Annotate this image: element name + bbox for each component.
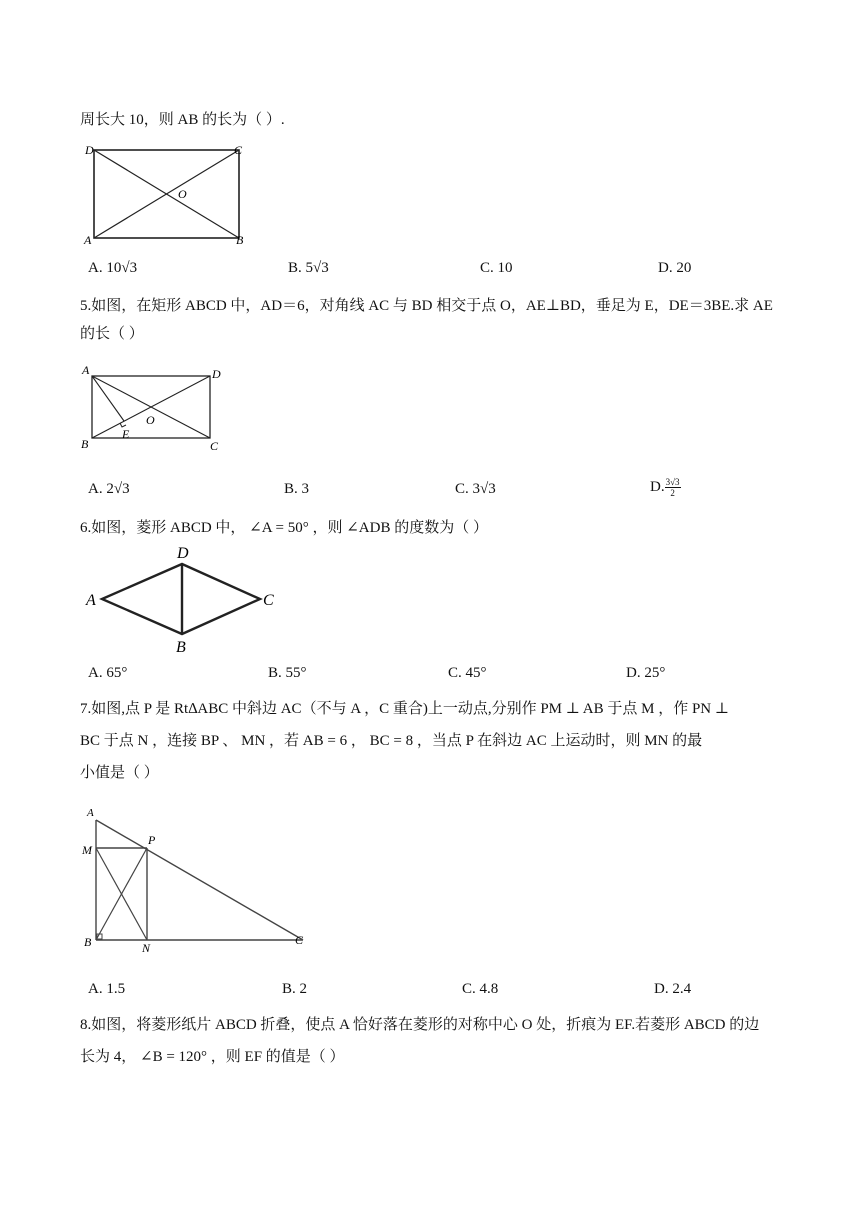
q7-label-b: B xyxy=(84,935,92,949)
q6-option-a: A. 65° xyxy=(88,665,128,681)
q7-option-d: D. 2.4 xyxy=(654,981,692,997)
q4-option-d: D. 20 xyxy=(658,260,692,276)
q5-stem-line2: 的长（ ） xyxy=(80,326,144,342)
q6-label-b: B xyxy=(176,639,186,656)
q4-label-d: D xyxy=(85,143,94,157)
q5-label-a: A xyxy=(82,363,90,377)
q4-label-a: A xyxy=(84,233,92,247)
q6-option-d: D. 25° xyxy=(626,665,666,681)
q5-option-d-prefix: D. xyxy=(650,479,665,495)
q5-option-c: C. 3√3 xyxy=(455,481,496,497)
q8-stem-line2: 长为 4， ∠B = 120° ，则 EF 的值是（ ） xyxy=(80,1049,345,1065)
q7-option-c: C. 4.8 xyxy=(462,981,499,997)
q7-stem-line3: 小值是（ ） xyxy=(80,765,159,781)
q4-stem: 周长大 10，则 AB 的长为（ ）. xyxy=(80,112,285,128)
q8-stem-line1: 8.如图，将菱形纸片 ABCD 折叠，使点 A 恰好落在菱形的对称中心 O 处，折痕为 EF.若菱形 ABCD 的边 xyxy=(80,1017,760,1033)
q7-stem-line1: 7.如图,点 P 是 Rt∆ABC 中斜边 AC（不与 A ，C 重合)上一动点,分别作 PM ⊥ AB 于点 M ，作 PN ⊥ xyxy=(80,701,729,717)
q4-option-a: A. 10√3 xyxy=(88,260,138,276)
q5-label-o: O xyxy=(146,413,155,427)
q6-option-b: B. 55° xyxy=(268,665,307,681)
q4-label-b: B xyxy=(236,233,244,247)
q6-stem: 6.如图，菱形 ABCD 中， ∠A = 50° ，则 ∠ADB 的度数为（ ） xyxy=(80,520,488,536)
q5-option-b: B. 3 xyxy=(284,481,310,497)
q6-label-a: A xyxy=(86,592,96,609)
q4-option-c: C. 10 xyxy=(480,260,513,276)
q7-stem-line2: BC 于点 N ，连接 BP 、 MN ，若 AB = 6 ， BC = 8 ，当点 P 在斜边 AC 上运动时，则 MN 的最 xyxy=(80,733,703,749)
q4-label-c: C xyxy=(234,143,243,157)
q7-label-a: A xyxy=(87,807,94,819)
q5-stem-line1: 5.如图，在矩形 ABCD 中，AD＝6，对角线 AC 与 BD 相交于点 O，AE⊥BD，垂足为 E，DE＝3BE.求 AE xyxy=(80,298,773,314)
q5-label-c: C xyxy=(210,439,219,453)
q7-option-b: B. 2 xyxy=(282,981,308,997)
q5-label-b: B xyxy=(81,437,89,451)
q6-label-c: C xyxy=(263,592,274,609)
q7-label-n: N xyxy=(142,941,151,955)
q5-option-d xyxy=(650,477,681,498)
q5-label-e: E xyxy=(122,427,130,441)
q6-option-c: C. 45° xyxy=(448,665,487,681)
q5-rectangle-figure xyxy=(78,360,238,465)
q7-triangle-figure xyxy=(78,800,318,965)
q7-option-a: A. 1.5 xyxy=(88,981,126,997)
q5-option-d-denominator: 2 xyxy=(670,488,675,499)
q7-label-p: P xyxy=(148,833,156,847)
q7-label-c: C xyxy=(295,933,304,947)
q4-rectangle-figure xyxy=(82,140,257,255)
q4-option-b: B. 5√3 xyxy=(288,260,329,276)
q6-label-d: D xyxy=(177,545,189,562)
q5-option-d-numerator: 3√3 xyxy=(665,477,680,488)
q5-label-d: D xyxy=(212,367,221,381)
q5-option-a: A. 2√3 xyxy=(88,481,130,497)
q7-label-m: M xyxy=(82,843,92,857)
q5-option-d-fraction xyxy=(665,477,681,498)
q6-rhombus-figure xyxy=(82,542,292,662)
q4-label-o: O xyxy=(178,187,187,201)
